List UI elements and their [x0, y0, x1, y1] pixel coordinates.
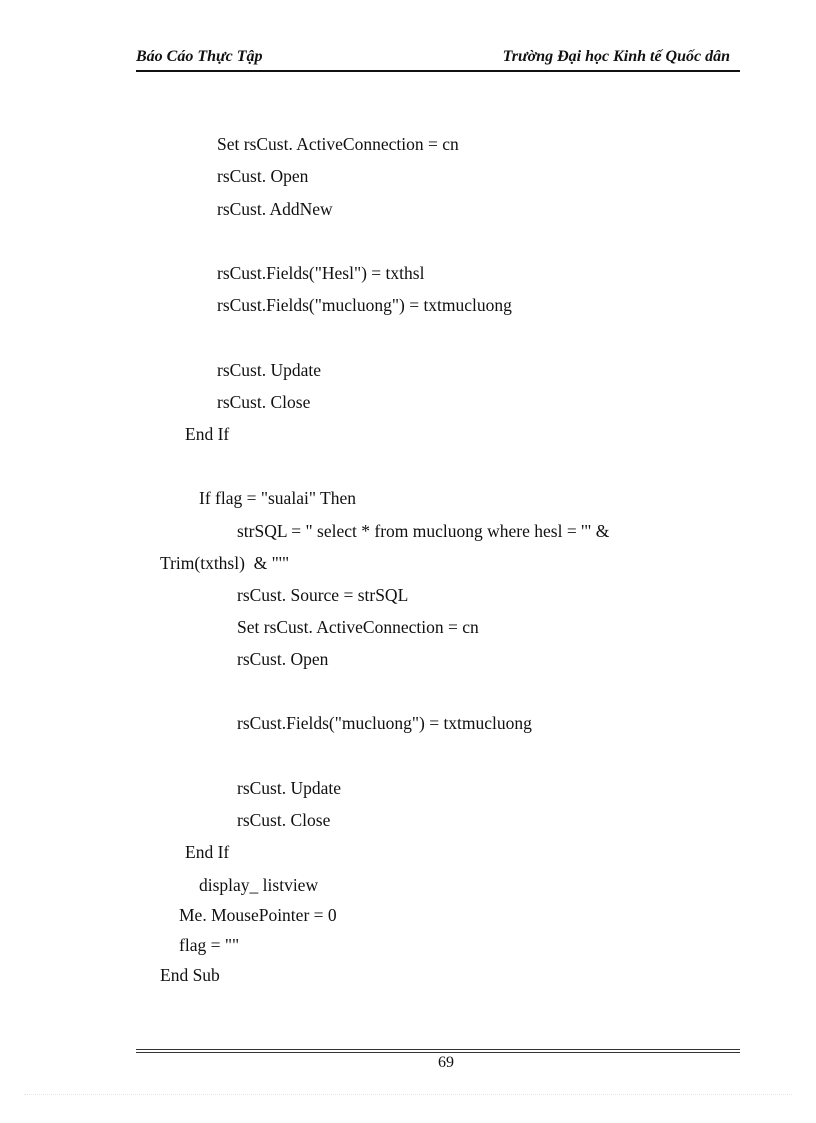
code-line: Set rsCust. ActiveConnection = cn: [237, 617, 479, 637]
code-line: rsCust. Source = strSQL: [237, 585, 409, 605]
code-line: rsCust.Fields("Hesl") = txthsl: [217, 263, 425, 283]
code-line: End If: [185, 842, 230, 862]
code-line: rsCust. Open: [237, 649, 329, 669]
code-line: Me. MousePointer = 0: [179, 905, 337, 925]
header-university-name: Trường Đại học Kinh tế Quốc dân: [502, 48, 730, 65]
page-number: 69: [438, 1054, 454, 1071]
code-line: rsCust. AddNew: [217, 199, 333, 219]
code-line: rsCust. Open: [217, 166, 309, 186]
code-line: Set rsCust. ActiveConnection = cn: [217, 134, 459, 154]
code-line: End If: [185, 424, 230, 444]
page-header: [136, 46, 740, 74]
code-line: rsCust.Fields("mucluong") = txtmucluong: [217, 295, 512, 315]
code-line: rsCust. Close: [217, 392, 311, 412]
code-line: rsCust. Close: [237, 810, 331, 830]
code-line: End Sub: [160, 965, 220, 985]
header-report-title: Báo Cáo Thực Tập: [136, 48, 263, 65]
code-line: display_ listview: [199, 875, 319, 895]
code-line: If flag = "sualai" Then: [199, 488, 356, 508]
code-line: rsCust.Fields("mucluong") = txtmucluong: [237, 713, 532, 733]
code-line: flag = "": [179, 935, 240, 955]
code-line: rsCust. Update: [237, 778, 342, 798]
code-line: strSQL = " select * from mucluong where hesl = '" &: [237, 521, 610, 541]
footer-divider: [136, 1049, 740, 1050]
code-line: Trim(txthsl) & "'": [160, 553, 290, 573]
page-edge-dotted-line: [24, 1094, 792, 1095]
header-divider: [136, 70, 740, 72]
code-line: rsCust. Update: [217, 360, 322, 380]
